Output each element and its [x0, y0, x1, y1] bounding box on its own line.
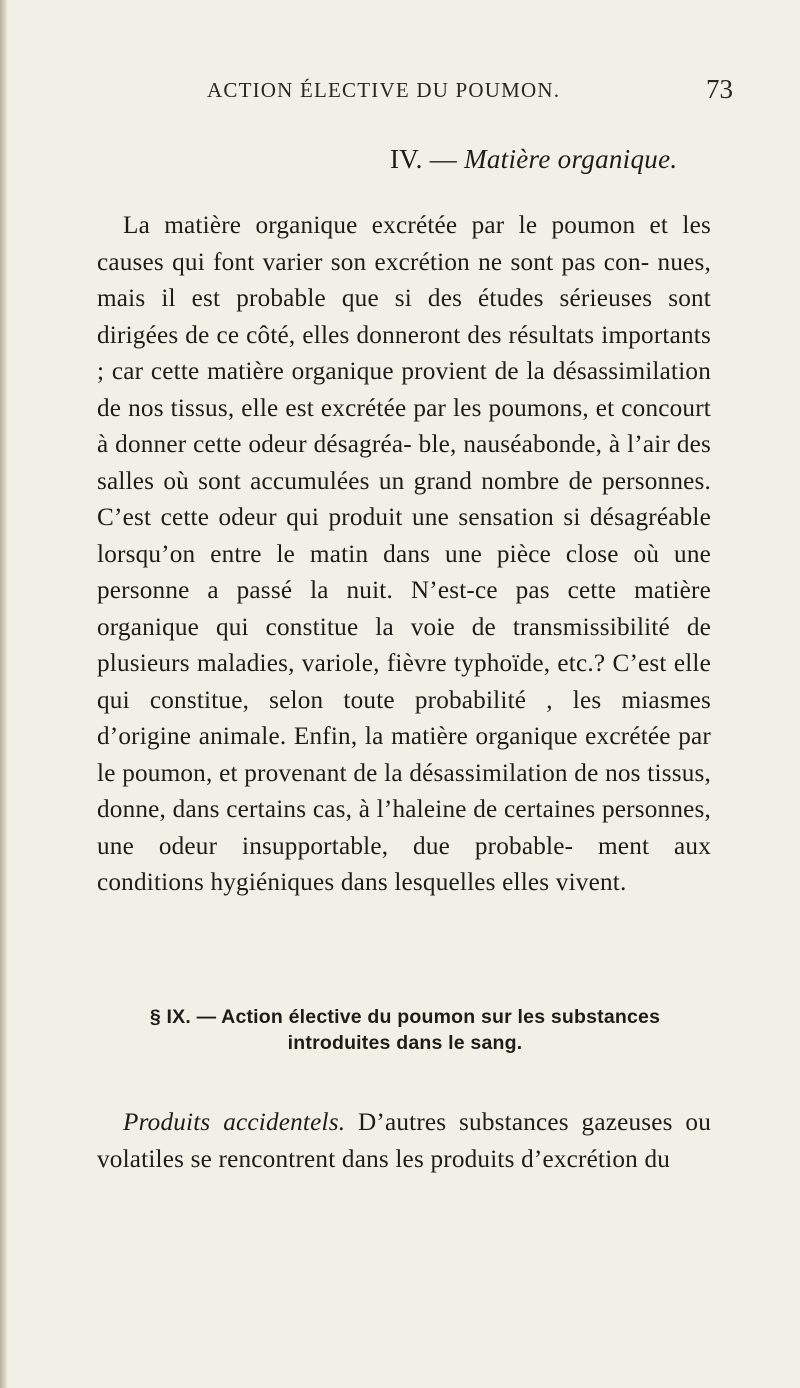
paragraph-text: D’autres substances gazeuses ou volatiles se rencontrent dans les produits d’excrétion du — [97, 1109, 712, 1173]
paragraph-lead-italic: Produits accidentels. — [123, 1109, 346, 1137]
section-title: Matière organique. — [464, 144, 678, 174]
chapter-heading-line-1: § IX. — Action élective du poumon sur les substances — [149, 1006, 661, 1028]
section-heading — [390, 144, 677, 175]
page-number: 73 — [706, 74, 733, 104]
body-paragraph-accidental-products — [97, 1105, 711, 1178]
running-header — [0, 74, 800, 118]
section-number: IV. — — [390, 144, 465, 174]
page-spine-edge — [0, 0, 8, 1388]
running-title: ACTION ÉLECTIVE DU POUMON. — [207, 78, 561, 102]
chapter-heading-line-2: introduites dans le sang. — [287, 1032, 523, 1054]
chapter-heading — [110, 1004, 700, 1056]
body-paragraph-organic-matter: La matière organique excrétée par le poumon et les causes qui font varier son excrétion ne sont pas con- nues, mais il est probable que si des études sérieuses sont dirigées de ce côté, elles donneront des résultats importants ; car cette matière organique provient de la désassimilation de nos tissus, elle est excrétée par les poumons, et concourt à donner cette odeur désagréa- ble, nauséabonde, à l’air des salles où sont accumulées un grand nombre de personnes. C’est cette odeur qui produit une sensation si désagréable lorsqu’on entre le matin dans une pièce close où une personne a passé la nuit. N’est-ce pas cette matière organique qui constitue la voie de transmissibilité de plusieurs maladies, variole, fièvre typhoïde, etc.? C’est elle qui constitue, selon toute probabilité , les miasmes d’origine animale. Enfin, la matière organique excrétée par le poumon, et provenant de la désassimilation de nos tissus, donne, dans certains cas, à l’haleine de certaines personnes, une odeur insupportable, due probable- ment aux conditions hygiéniques dans lesquelles elles vivent. — [97, 212, 711, 897]
